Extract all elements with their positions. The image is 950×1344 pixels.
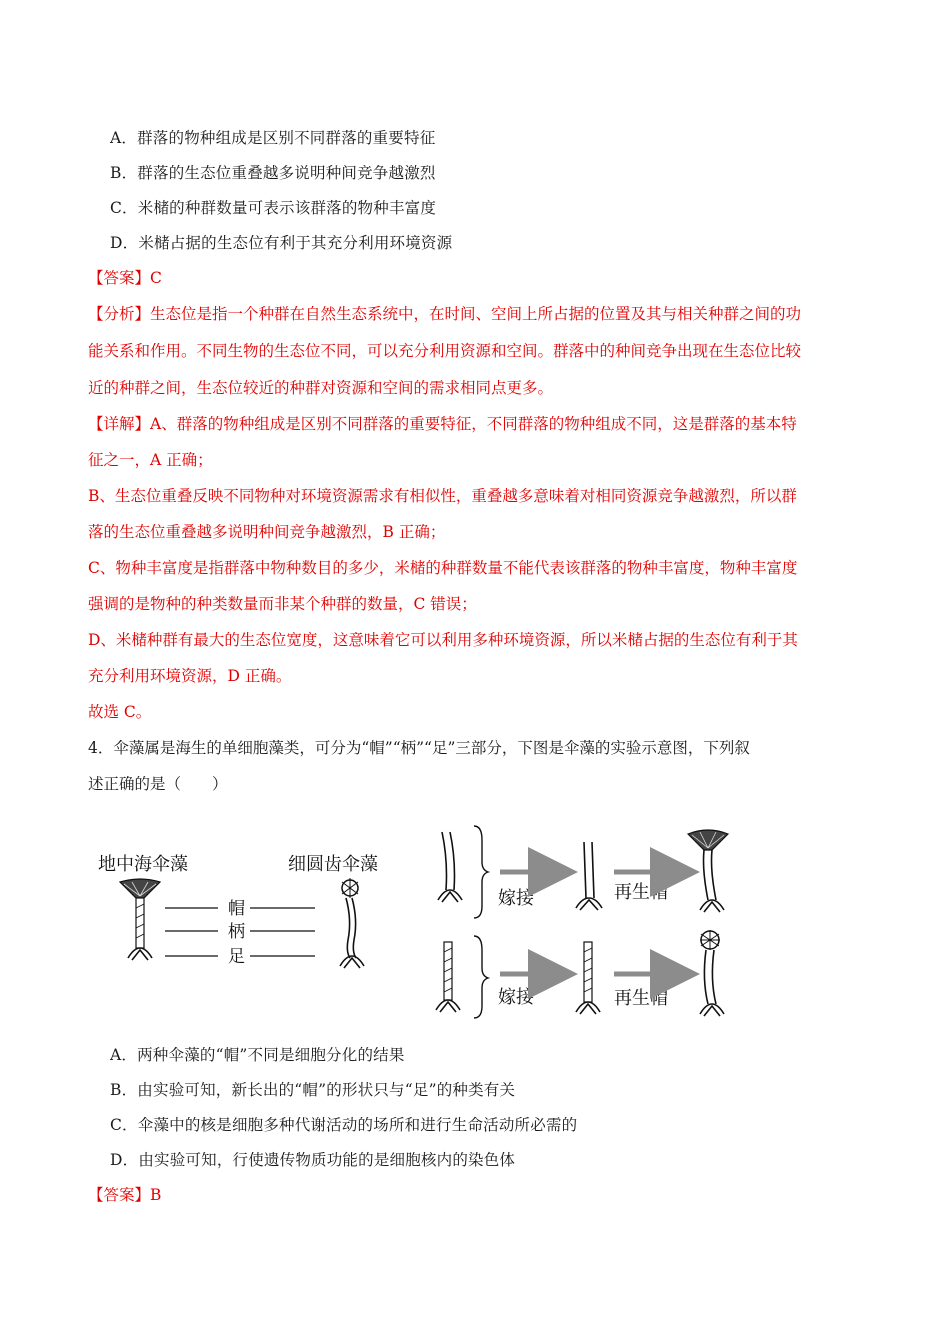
q3-detail-line-6: 强调的是物种的种类数量而非某个种群的数量，C 错误； [88, 595, 477, 613]
q4-option-d: D．由实验可知，行使遗传物质功能的是细胞核内的染色体 [110, 1151, 516, 1169]
mediterranean-alga [120, 879, 160, 960]
top-experiment-row [438, 826, 728, 918]
q4-option-b: B．由实验可知，新长出的“帽”的形状只与“足”的种类有关 [110, 1081, 516, 1099]
graft-label-top: 嫁接 [498, 888, 534, 909]
q3-option-c: C．米槠的种群数量可表示该群落的物种丰富度 [110, 199, 437, 217]
q3-detail-line-8: 充分利用环境资源，D 正确。 [88, 667, 292, 685]
part-label-foot: 足 [228, 947, 245, 967]
q4-stem-line-1: 4．伞藻属是海生的单细胞藻类，可分为“帽”“柄”“足”三部分，下图是伞藻的实验示意图，下列叙 [88, 739, 750, 757]
q4-option-a: A．两种伞藻的“帽”不同是细胞分化的结果 [110, 1046, 405, 1064]
q3-detail-line-3: B、生态位重叠反映不同物种对环境资源需求有相似性，重叠越多意味着对相同资源竞争越激烈，所以群 [88, 487, 797, 505]
q3-answer: 【答案】C [88, 269, 162, 287]
q3-detail-conclusion: 故选 C。 [88, 703, 152, 721]
regen-label-top: 再生帽 [614, 882, 668, 903]
q3-detail-line-2: 征之一，A 正确； [88, 451, 213, 469]
crenulata-alga [340, 878, 364, 968]
acetabularia-experiment-figure [90, 820, 750, 1025]
q3-option-b: B．群落的生态位重叠越多说明种间竞争越激烈 [110, 164, 436, 182]
figure-svg [90, 820, 750, 1025]
q3-analysis-line-2: 能关系和作用。不同生物的生态位不同，可以充分利用资源和空间。群落中的种间竞争出现在生态位比较 [88, 342, 802, 360]
label-mediterranean: 地中海伞藻 [98, 854, 188, 875]
regen-label-bottom: 再生帽 [614, 988, 668, 1009]
label-crenulata: 细圆齿伞藻 [288, 854, 378, 875]
bottom-experiment-row [436, 930, 724, 1018]
q3-detail-line-1: 【详解】A、群落的物种组成是区别不同群落的重要特征，不同群落的物种组成不同，这是群落的基本特 [88, 415, 797, 433]
q3-detail-line-4: 落的生态位重叠越多说明种间竞争越激烈，B 正确； [88, 523, 446, 541]
part-label-cap: 帽 [228, 899, 245, 919]
q3-option-a: A．群落的物种组成是区别不同群落的重要特征 [110, 129, 436, 147]
q3-option-d: D．米槠占据的生态位有利于其充分利用环境资源 [110, 234, 453, 252]
q4-answer: 【答案】B [88, 1186, 162, 1204]
q3-analysis-line-1: 【分析】生态位是指一个种群在自然生态系统中，在时间、空间上所占据的位置及其与相关种群之间的功 [88, 305, 802, 323]
q4-option-c: C．伞藻中的核是细胞多种代谢活动的场所和进行生命活动所必需的 [110, 1116, 578, 1134]
q3-analysis-line-3: 近的种群之间，生态位较近的种群对资源和空间的需求相同点更多。 [88, 379, 554, 397]
q4-stem-line-2: 述正确的是（ ） [88, 775, 228, 793]
q3-detail-line-5: C、物种丰富度是指群落中物种数目的多少，米槠的种群数量不能代表该群落的物种丰富度，物种丰富度 [88, 559, 798, 577]
graft-label-bottom: 嫁接 [498, 987, 534, 1008]
part-label-stalk: 柄 [228, 922, 245, 942]
q3-detail-line-7: D、米槠种群有最大的生态位宽度，这意味着它可以利用多种环境资源，所以米槠占据的生态位有利于其 [88, 631, 798, 649]
